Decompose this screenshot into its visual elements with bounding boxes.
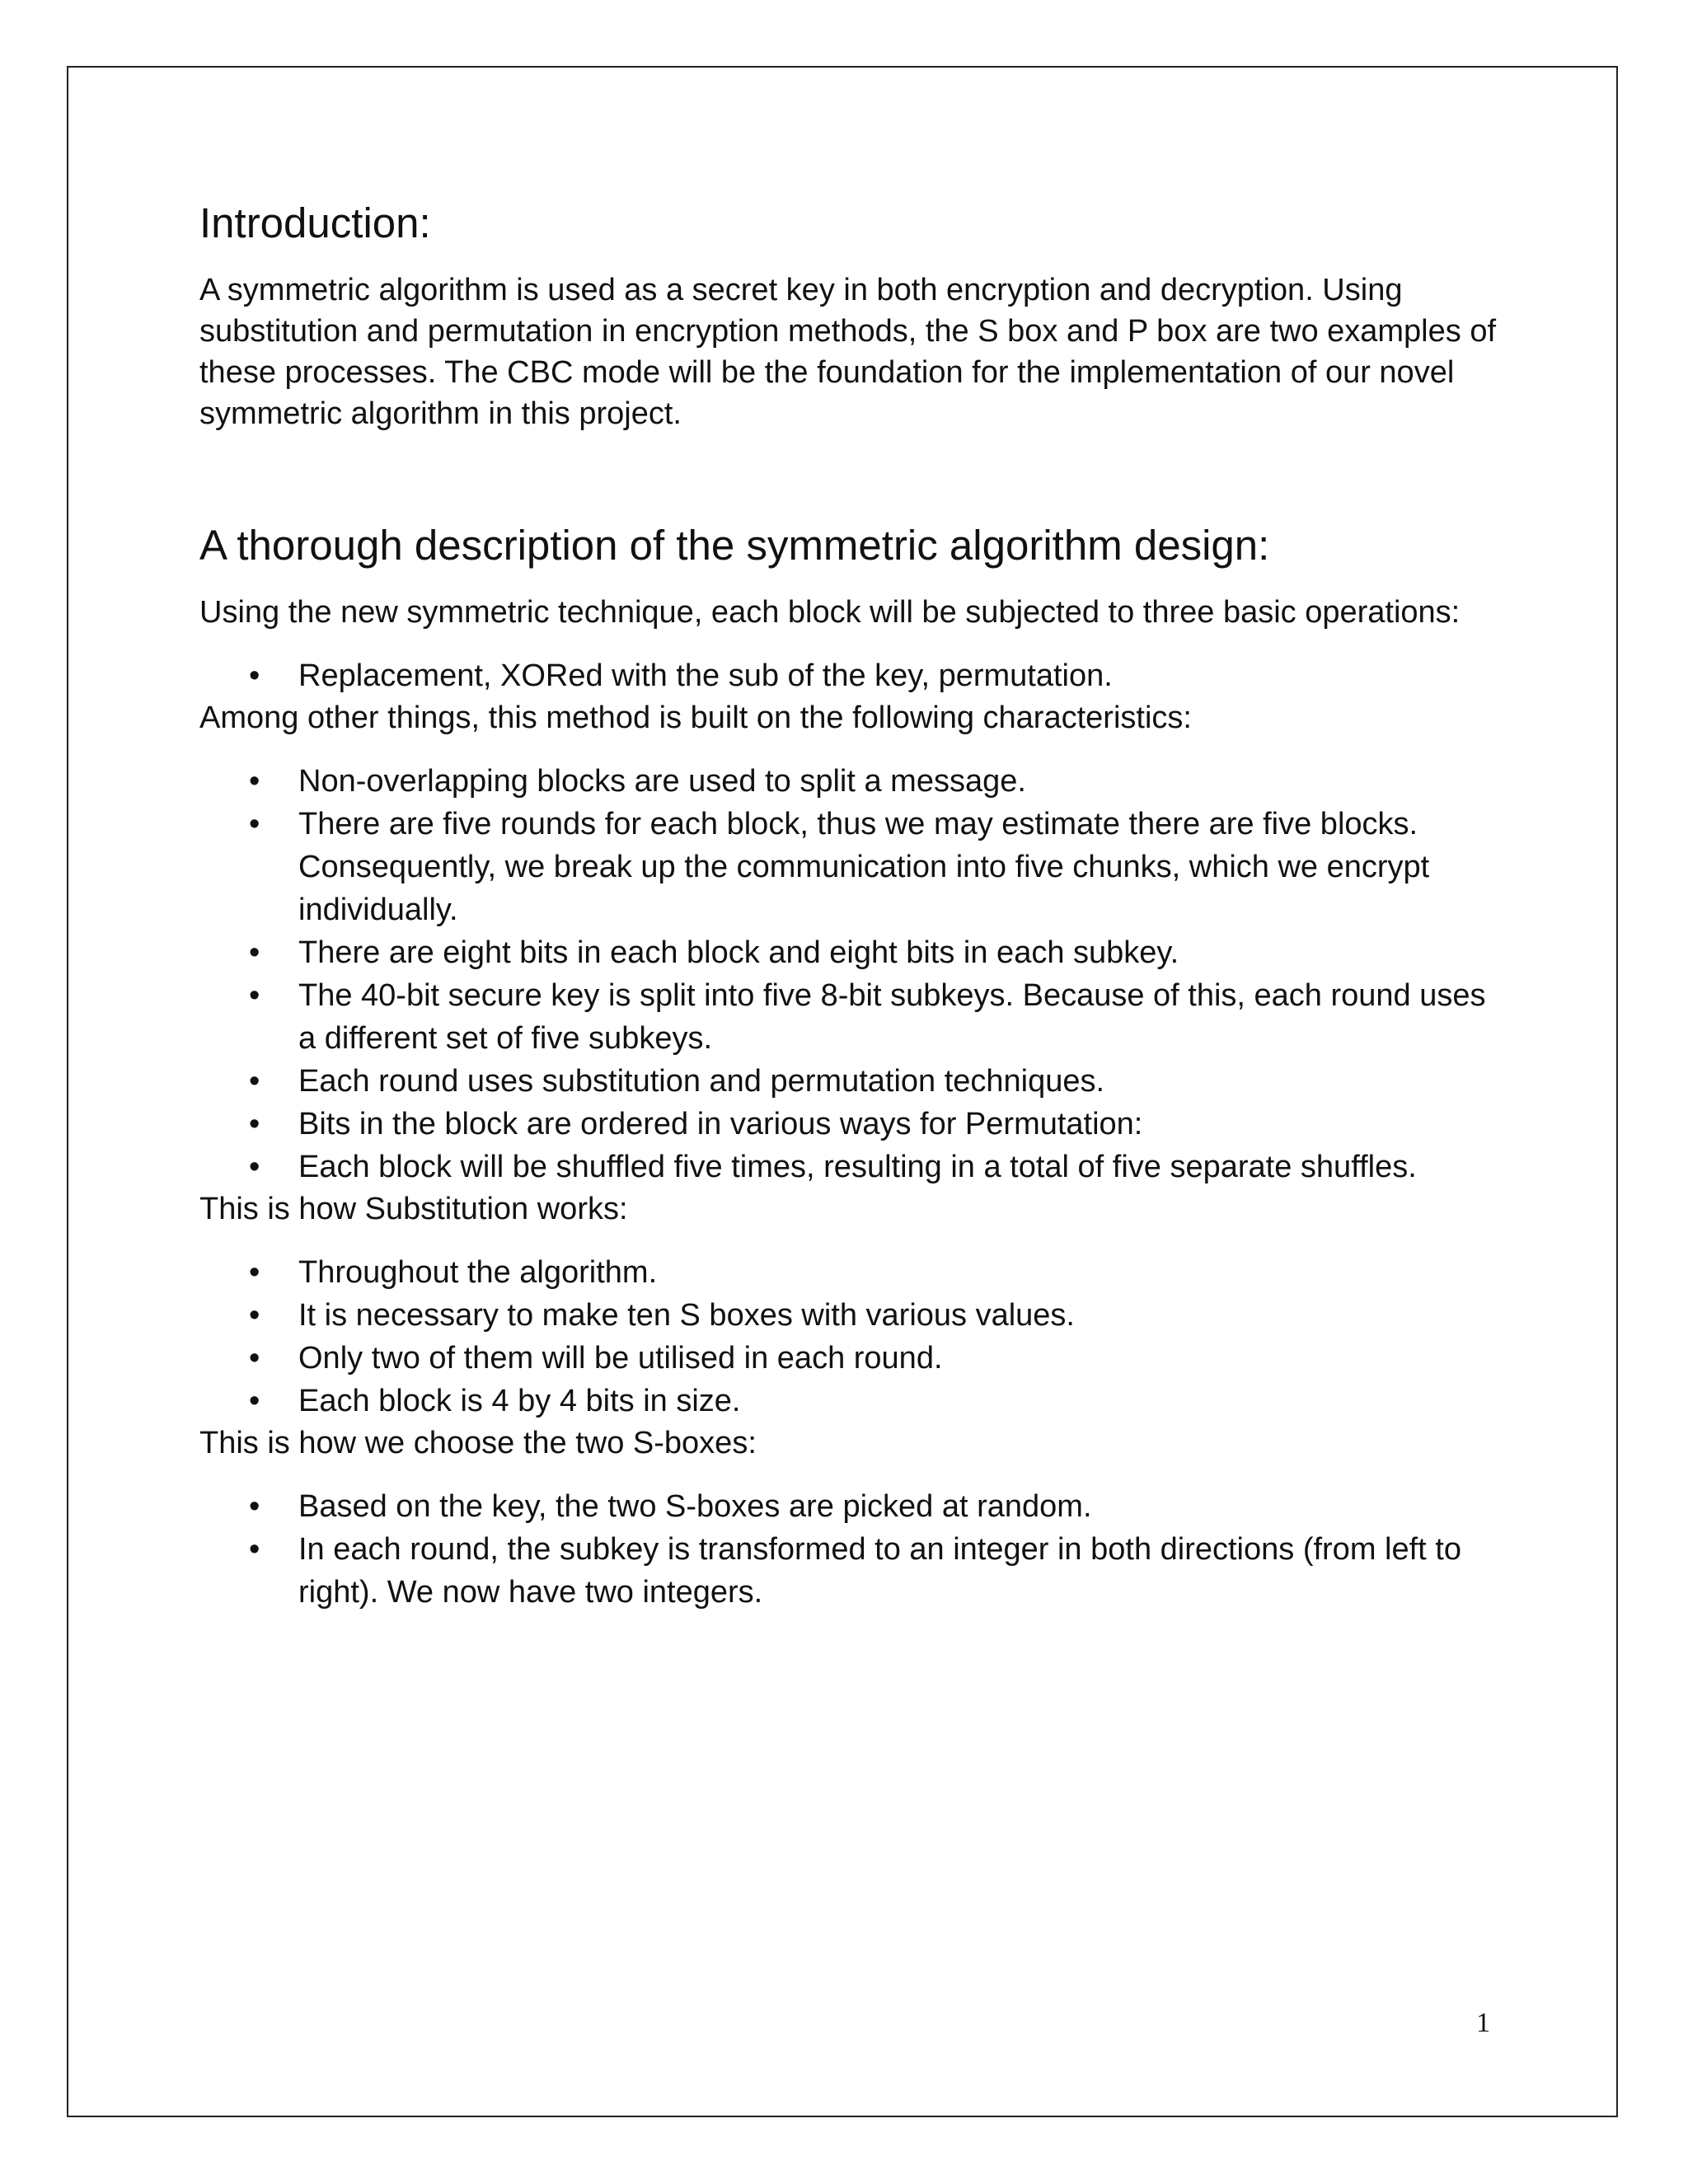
page-content bbox=[199, 198, 1502, 1614]
sbox-choice-list bbox=[199, 1485, 1502, 1614]
introduction-heading: Introduction: bbox=[199, 199, 431, 246]
list-item bbox=[199, 1251, 1502, 1294]
introduction-paragraph: A symmetric algorithm is used as a secret key in both encryption and decryption. Using substitution and permutation in encryption methods, the S box and P box are two examples of these processes. The CBC mode will be the foundation for the implementation of our novel symmetric algorithm in this project. bbox=[199, 273, 1497, 432]
list-item-text: There are eight bits in each block and eight bits in each subkey. bbox=[298, 935, 1179, 971]
characteristics-list bbox=[199, 760, 1502, 1188]
list-item bbox=[199, 1146, 1502, 1188]
list-item-text: Bits in the block are ordered in various ways for Permutation: bbox=[298, 1107, 1143, 1142]
bullet-icon: • bbox=[249, 764, 260, 799]
bullet-icon: • bbox=[249, 978, 260, 1014]
list-item-text: In each round, the subkey is transformed to an integer in both directions (from left to right). We now have two integers. bbox=[298, 1532, 1461, 1610]
bullet-icon: • bbox=[249, 1384, 260, 1419]
list-item bbox=[199, 1337, 1502, 1380]
list-item bbox=[199, 1380, 1502, 1422]
characteristics-lead: Among other things, this method is built on the following characteristics: bbox=[199, 701, 1192, 736]
page-number: 1 bbox=[1476, 2008, 1490, 2038]
list-item-text: Only two of them will be utilised in each round. bbox=[298, 1341, 943, 1376]
list-item-text: Each block is 4 by 4 bits in size. bbox=[298, 1384, 741, 1419]
sbox-choice-lead: This is how we choose the two S-boxes: bbox=[199, 1426, 757, 1461]
bullet-icon: • bbox=[249, 1532, 260, 1568]
bullet-icon: • bbox=[249, 935, 260, 971]
bullet-icon: • bbox=[249, 658, 260, 694]
list-item-text: Non-overlapping blocks are used to split a message. bbox=[298, 764, 1026, 799]
bullet-icon: • bbox=[249, 1107, 260, 1142]
list-item bbox=[199, 1060, 1502, 1103]
list-item bbox=[199, 931, 1502, 974]
bullet-icon: • bbox=[249, 1150, 260, 1185]
list-item bbox=[199, 1294, 1502, 1337]
list-item bbox=[199, 1485, 1502, 1528]
list-item bbox=[199, 654, 1502, 697]
list-item-text: The 40-bit secure key is split into five 8-bit subkeys. Because of this, each round uses a different set of five subkeys. bbox=[298, 978, 1486, 1057]
operations-list bbox=[199, 654, 1502, 697]
list-item-text: There are five rounds for each block, thus we may estimate there are five blocks. Consequently, we break up the communication into five chunks, which we encrypt individually. bbox=[298, 807, 1430, 928]
bullet-icon: • bbox=[249, 1489, 260, 1525]
list-item bbox=[199, 1528, 1502, 1614]
substitution-list bbox=[199, 1251, 1502, 1422]
list-item-text: Each round uses substitution and permutation techniques. bbox=[298, 1064, 1105, 1099]
list-item bbox=[199, 1103, 1502, 1146]
substitution-lead: This is how Substitution works: bbox=[199, 1192, 628, 1227]
list-item-text: It is necessary to make ten S boxes with various values. bbox=[298, 1298, 1075, 1333]
list-item bbox=[199, 974, 1502, 1060]
bullet-icon: • bbox=[249, 1064, 260, 1099]
design-paragraph: Using the new symmetric technique, each block will be subjected to three basic operations: bbox=[199, 595, 1461, 630]
bullet-icon: • bbox=[249, 1255, 260, 1291]
design-heading: A thorough description of the symmetric algorithm design: bbox=[199, 522, 1270, 569]
list-item bbox=[199, 803, 1502, 931]
list-item-text: Each block will be shuffled five times, resulting in a total of five separate shuffles. bbox=[298, 1150, 1417, 1185]
bullet-icon: • bbox=[249, 807, 260, 842]
list-item-text: Replacement, XORed with the sub of the key, permutation. bbox=[298, 658, 1113, 694]
bullet-icon: • bbox=[249, 1298, 260, 1333]
list-item-text: Based on the key, the two S-boxes are picked at random. bbox=[298, 1489, 1092, 1525]
list-item bbox=[199, 760, 1502, 803]
list-item-text: Throughout the algorithm. bbox=[298, 1255, 658, 1291]
bullet-icon: • bbox=[249, 1341, 260, 1376]
